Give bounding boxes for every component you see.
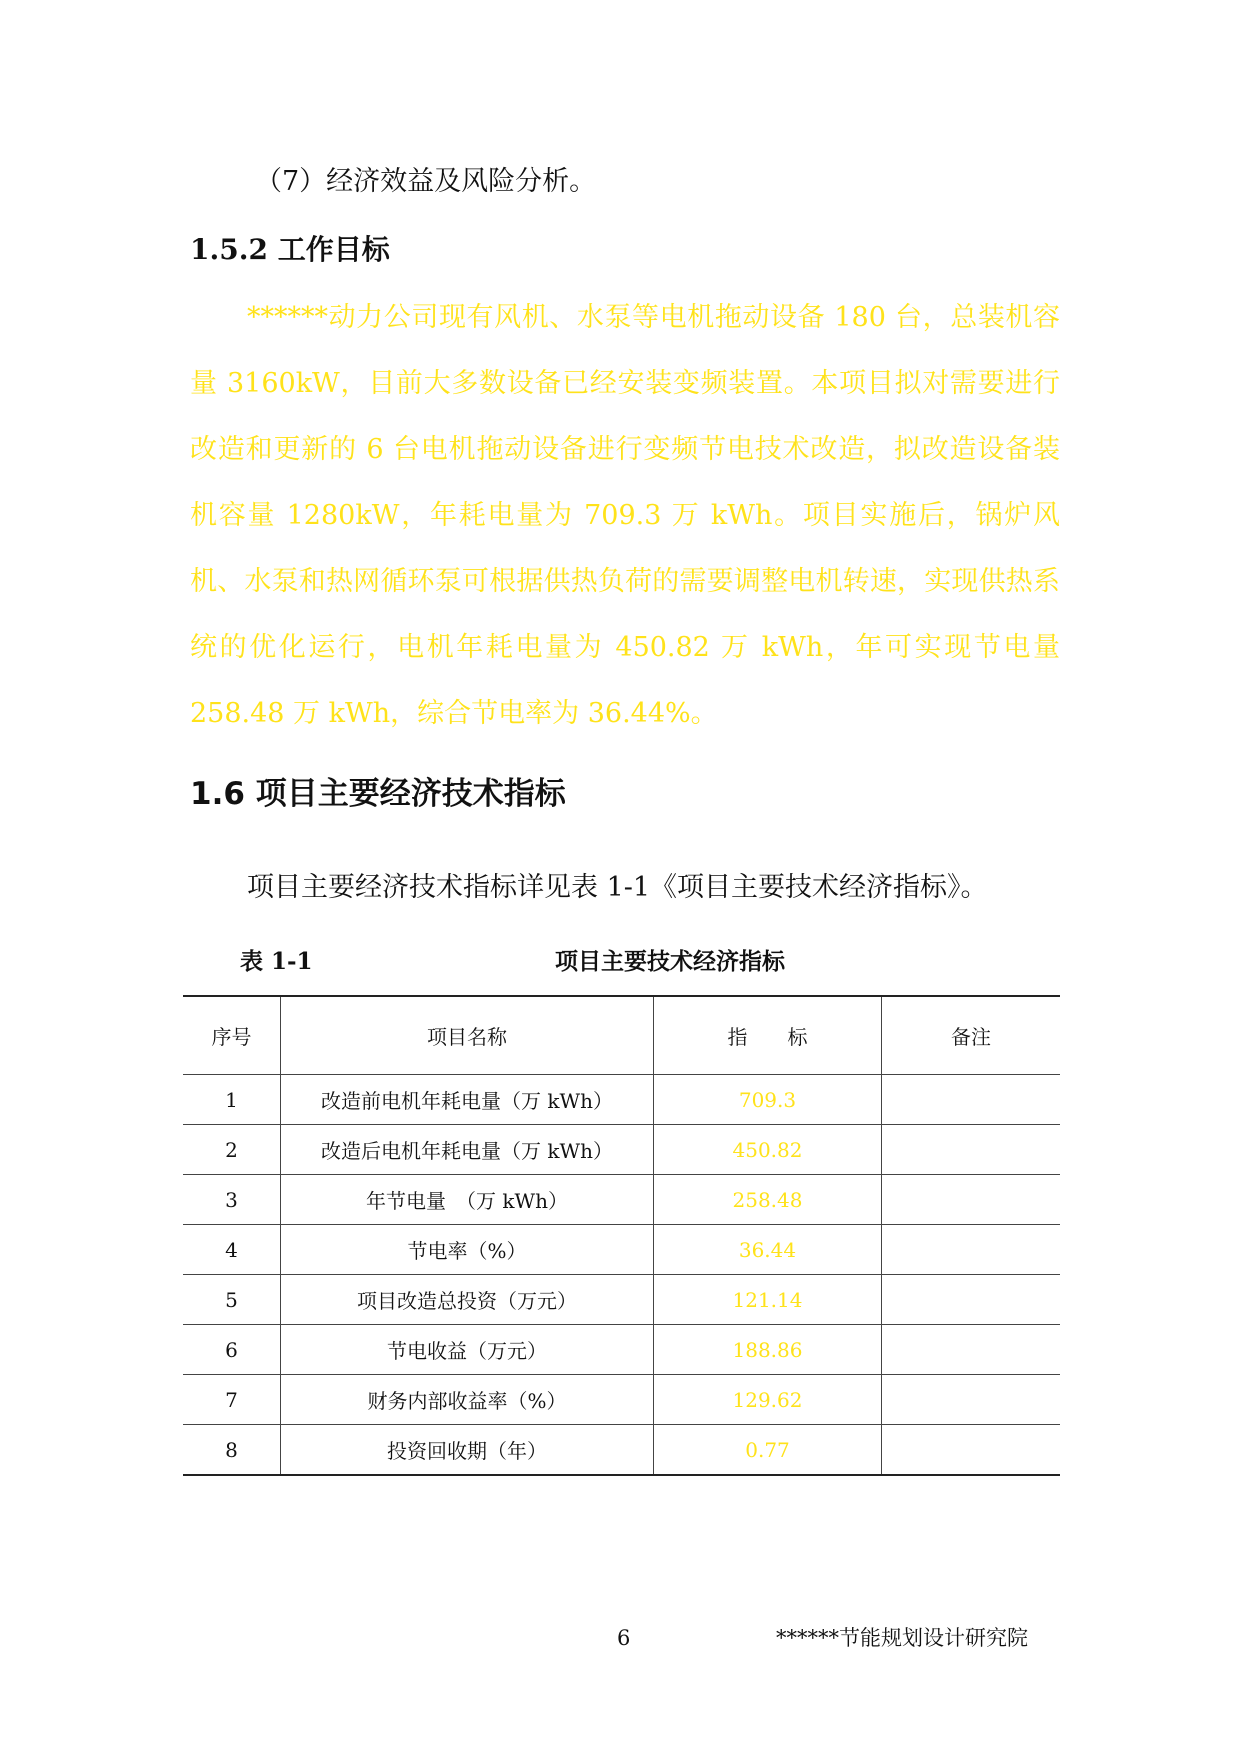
cell-no: 5 <box>183 1275 281 1325</box>
cell-name: 改造前电机年耗电量（万 kWh） <box>281 1075 654 1125</box>
cell-name: 节电收益（万元） <box>281 1325 654 1375</box>
cell-value: 188.86 <box>654 1325 882 1375</box>
cell-note <box>882 1175 1061 1225</box>
cell-name: 投资回收期（年） <box>281 1425 654 1476</box>
list-item-7: （7）经济效益及风险分析。 <box>255 166 597 197</box>
section-heading-1-5-2: 1.5.2 工作目标 <box>190 233 390 266</box>
cell-value: 258.48 <box>654 1175 882 1225</box>
table-title: 项目主要技术经济指标 <box>555 948 785 975</box>
table-header-row <box>183 996 1060 1075</box>
header-no: 序号 <box>183 996 281 1075</box>
cell-value: 36.44 <box>654 1225 882 1275</box>
goal-paragraph: ******动力公司现有风机、水泵等电机拖动设备 180 台，总装机容量 3160kW，目前大多数设备已经安装变频装置。本项目拟对需要进行改造和更新的 6 台电机拖动设备进行变频节电技术改造，拟改造设备装机容量 1280kW，年耗电量为 709.3 万 kWh。项目实施后，锅炉风机、水泵和热网循环泵可根据供热负荷的需要调整电机转速，实现供热系统的优化运行，电机年耗电量为 450.82 万 kWh，年可实现节电量 258.48 万 kWh，综合节电率为 36.44%。 <box>190 302 1060 729</box>
table-row <box>183 1075 1060 1125</box>
cell-no: 1 <box>183 1075 281 1125</box>
cell-value: 450.82 <box>654 1125 882 1175</box>
cell-name: 改造后电机年耗电量（万 kWh） <box>281 1125 654 1175</box>
cell-note <box>882 1225 1061 1275</box>
footer-organization: ******节能规划设计研究院 <box>776 1626 1028 1650</box>
cell-name: 财务内部收益率（%） <box>281 1375 654 1425</box>
header-name: 项目名称 <box>281 996 654 1075</box>
cell-value: 0.77 <box>654 1425 882 1476</box>
cell-name: 项目改造总投资（万元） <box>281 1275 654 1325</box>
cell-name: 节电率（%） <box>281 1225 654 1275</box>
cell-note <box>882 1375 1061 1425</box>
cell-note <box>882 1325 1061 1375</box>
table-row <box>183 1325 1060 1375</box>
cell-name: 年节电量 （万 kWh） <box>281 1175 654 1225</box>
indicators-table <box>183 995 1060 1476</box>
header-value: 指 标 <box>654 996 882 1075</box>
cell-value: 129.62 <box>654 1375 882 1425</box>
table-row <box>183 1225 1060 1275</box>
cell-no: 2 <box>183 1125 281 1175</box>
cell-no: 6 <box>183 1325 281 1375</box>
section-heading-1-6: 1.6 项目主要经济技术指标 <box>190 776 566 812</box>
table-row <box>183 1275 1060 1325</box>
table-label: 表 1-1 <box>240 948 313 975</box>
cell-no: 4 <box>183 1225 281 1275</box>
table-intro-text: 项目主要经济技术指标详见表 1-1《项目主要技术经济指标》。 <box>247 872 988 903</box>
cell-note <box>882 1125 1061 1175</box>
cell-no: 8 <box>183 1425 281 1476</box>
page-number: 6 <box>617 1626 631 1650</box>
cell-value: 709.3 <box>654 1075 882 1125</box>
cell-no: 3 <box>183 1175 281 1225</box>
cell-note <box>882 1075 1061 1125</box>
table-row <box>183 1175 1060 1225</box>
cell-note <box>882 1275 1061 1325</box>
table-row <box>183 1125 1060 1175</box>
cell-note <box>882 1425 1061 1476</box>
cell-no: 7 <box>183 1375 281 1425</box>
table-row <box>183 1425 1060 1476</box>
cell-value: 121.14 <box>654 1275 882 1325</box>
header-note: 备注 <box>882 996 1061 1075</box>
table-row <box>183 1375 1060 1425</box>
